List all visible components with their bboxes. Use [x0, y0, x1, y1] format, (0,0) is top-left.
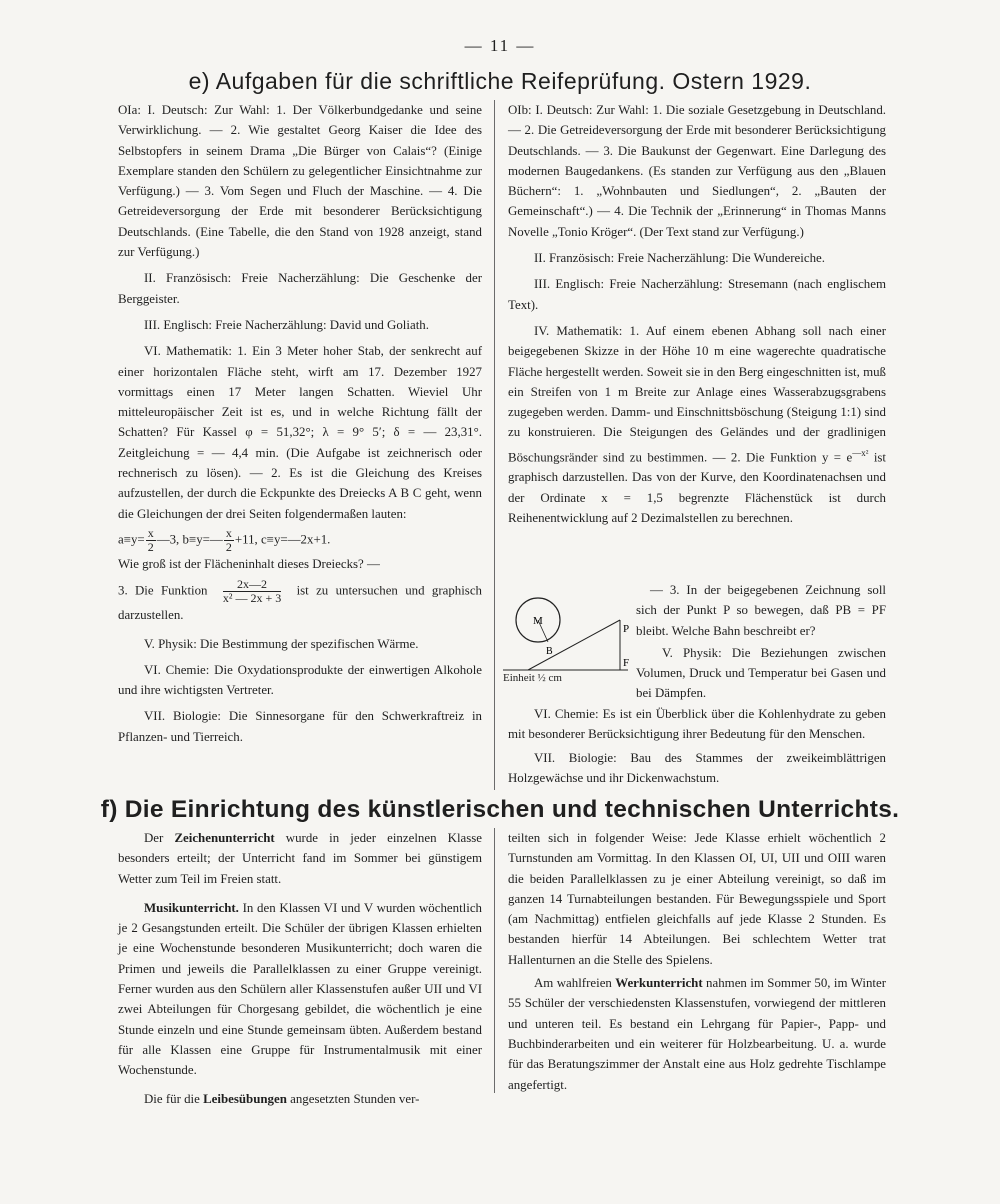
section-f-column-divider [494, 828, 495, 1093]
eq-fraction-2-den: 2 [225, 539, 232, 554]
f-right-turnen: teilten sich in folgender Weise: Jede Klasse erhielt wöchentlich 2 Turnstunden am Vormittag. In den Klassen OI, UI, UII und OIII waren die beiden Parallelklassen zu je einer Abteilung vereinigt, so daß im ganzen 14 Turnabteilungen bestanden. Für Bewegungsspiele und Sport (am Nachmittag) entfielen gleichfalls auf jede Klasse 2 Stunden. Es bestanden hierfür 14 Abteilungen. Bei schlechtem Wetter trat Hallenturnen an die Stelle des Spielens. [508, 831, 886, 967]
zeichen-rest: wurde in jeder einzelnen Klasse besonders erteilt; der Unterricht fand im Sommer bei günstigem Wetter zum Teil im Freien statt. [118, 831, 482, 886]
e-right-physik: V. Physik: Die Beziehungen zwischen Volumen, Druck und Temperatur bei Gasen und bei Dämpfen. [636, 645, 886, 701]
e-left-mathematik: VI. Mathematik: 1. Ein 3 Meter hoher Stab, der senkrecht auf einer horizontalen Fläche steht, wirft am 17. Dezember 1927 vormittags einen 17 Meter langen Schatten. Wieviel Uhr mitteleuropäischer Zeit ist es, und in welche Richtung fällt der Schatten? Für Kassel φ = 51,32°; λ = 9° 5′; δ = — 23,31°. Zeitgleichung = — 4,4 min. (Die Aufgabe ist zeichnerisch oder rechnerisch zu lösen). — 2. Es ist die Gleichung des Kreises aufzustellen, der durch die Eckpunkte des Dreiecks A B C geht, wenn die Gleichungen der drei Seiten folgendermaßen lauten: [118, 344, 482, 521]
page-number: — 11 — [464, 36, 536, 55]
e-left-flaeche: Wie groß ist der Flächeninhalt dieses Dreiecks? — [118, 556, 380, 571]
leib-rest: angesetzten Stunden ver- [286, 1091, 420, 1106]
werk-rest: nahmen im Sommer 50, im Winter 55 Schüler der verschiedensten Klassenstufen, vorwiegend der mittleren und unteren teil. Es bestand ein Lehrgang für Papier-, Papp- und Buchbinderarbeiten und ein weiterer für Holzbearbeitung. U. a. wurde für das Beratungszimmer der Anstalt eine aus Holz gedrehte Tischlampe angefertigt. [508, 976, 886, 1092]
f-left-leibesuebungen [118, 1089, 482, 1109]
section-e-left-column [118, 100, 482, 750]
leib-pre: Die für die [144, 1091, 204, 1106]
f-left-zeichen [118, 828, 482, 889]
werk-pre: Am wahlfreien [534, 976, 616, 991]
funktion-label: 3. Die Funktion [118, 583, 208, 598]
funktion-text: ist zu untersuchen und graphisch darzustellen. [118, 583, 482, 623]
e-right-zeichnung [636, 580, 886, 704]
section-f-title: f) Die Einrichtung des künstlerischen und technischen Unterrichts. [100, 796, 900, 823]
figure-caption: Einheit ½ cm [503, 672, 562, 684]
funktion-den: x² — 2x + 3 [222, 591, 282, 606]
werk-bold: Werkunterricht [615, 976, 703, 991]
e-left-franzoesisch: II. Französisch: Freie Nacherzählung: Die Geschenke der Berggeister. [118, 271, 482, 306]
section-f-left-column [118, 828, 482, 1112]
e-left-biologie: VII. Biologie: Die Sinnesorgane für den Schwerkraftreiz in Pflanzen- und Tierreich. [118, 709, 482, 744]
eq-fraction-2 [224, 527, 234, 554]
section-f-right-column [508, 828, 886, 1098]
e-right-franzoesisch: II. Französisch: Freie Nacherzählung: Die Wundereiche. [534, 251, 825, 266]
eq-part-c: +11, c≡y=—2x+1. [234, 532, 331, 547]
e-left-physik: V. Physik: Die Bestimmung der spezifischen Wärme. [144, 636, 419, 651]
zeichen-pre: Der [144, 831, 175, 845]
e-right-englisch: III. Englisch: Freie Nacherzählung: Stresemann (nach englischem Text). [508, 277, 886, 312]
zeichen-bold: Zeichenunterricht [174, 831, 275, 845]
figure-label-b: B [546, 646, 553, 657]
e-right-chemie: VI. Chemie: Es ist ein Überblick über die Kohlenhydrate zu geben mit besonderer Berücksichtigung ihrer Bedeutung für den Menschen. [508, 707, 886, 742]
section-e-right-column [508, 100, 886, 531]
figure-label-p: P [623, 623, 630, 635]
funktion-num: 2x—2 [223, 578, 281, 592]
musik-bold: Musikunterricht. [144, 900, 239, 915]
section-e-title: e) Aufgaben für die schriftliche Reifeprüfung. Ostern 1929. [188, 68, 812, 94]
f-left-musik [118, 898, 482, 1081]
figure-label-m: M [533, 615, 543, 627]
math-text-1: IV. Mathematik: 1. Auf einem ebenen Abhang soll nach einer beigegebenen Skizze in der Höhe 10 m eine wagerechte quadratische Fläche hergestellt werden. Soweit sie in den Berg eingeschnitten ist, muß ein Streifen von 1 m Breite zur Anlage eines Wasserabzugsgrabens zugegeben werden. Damm- und Einschnittsböschung (Steigung 1:1) sind zu konstruieren. Die Steigungen des Geländes und der gradlinigen Böschungsränder sind zu bestimmen. — 2. Die Funktion y = e [508, 323, 886, 465]
eq-fraction-1-den: 2 [147, 539, 154, 554]
figure-label-f: F [623, 657, 630, 669]
e-right-deutsch: OIb: I. Deutsch: Zur Wahl: 1. Die soziale Gesetzgebung in Deutschland. — 2. Die Getreideversorgung der Erde mit besonderer Berücksichtigung Deutschlands. — 3. Die Baukunst der Gegenwart. Eine Darlegung des modernen Baugedankens. (Es standen zur Verfügung aus den „Blauen Büchern“: 1. „Wohnbauten und Siedlungen“, 2. „Bauten der Gemeinschaft“.) — 4. Die Technik der „Erinnerung“ in Thomas Manns Novelle „Tonio Kröger“. (Der Text stand zur Verfügung.) [508, 103, 886, 239]
math-exponent: —x² [852, 447, 869, 458]
funktion-fraction [223, 578, 281, 605]
musik-rest: In den Klassen VI und V wurden wöchentlich je 2 Gesangstunden erteilt. Die Schüler der übrigen Klassen erhielten je eine Wochenstunde besonderen Musikunterricht; doch waren die Primen und jeweils die Parallelklassen zu einer Gruppe vereinigt. Ferner wurden aus den Schülern aller Klassenstufen außer UII und VI zwei Abteilungen für Chorgesang gebildet, die wöchentlich je eine Stunde einzeln und eine Stunde gemeinsam übten. Außerdem bestand für alle Klassen eine Gruppe für Instrumentalmusik mit einer Wochenstunde. [118, 900, 482, 1078]
math-text-2: ist graphisch darzustellen. Das von der Kurve, den Koordinatenachsen und der Ordinate x = 1,5 begrenzte Flächenstück ist durch Reihenentwicklung auf 2 Dezimalstellen zu berechnen. [508, 450, 886, 525]
e-right-zeichnung-text: — 3. In der beigegebenen Zeichnung soll sich der Punkt P so bewegen, daß PB = PF bleibt. Welche Bahn beschreibt er? [636, 583, 886, 638]
f-right-werk [508, 973, 886, 1095]
eq-fraction-2-num: x [225, 525, 232, 540]
figure-svg [500, 590, 630, 676]
e-left-englisch: III. Englisch: Freie Nacherzählung: David und Goliath. [144, 317, 429, 332]
e-right-mathematik [508, 321, 886, 528]
eq-part-b: —3, b≡y=— [156, 532, 223, 547]
figure-circle-slope [500, 590, 630, 681]
eq-fraction-1-num: x [147, 525, 154, 540]
e-right-biologie: VII. Biologie: Bau des Stammes der zweikeimblättrigen Holzgewächse und ihr Dickenwachstum. [508, 750, 886, 785]
section-e-column-divider [494, 100, 495, 790]
e-left-deutsch: OIa: I. Deutsch: Zur Wahl: 1. Der Völkerbundgedanke und seine Verwirklichung. — 2. Wie gestaltet Georg Kaiser die Idee des Selbstopfers in seinem Drama „Die Bürger von Calais“? (Einige Exemplare standen den Schülern zu gelegentlicher Einsichtnahme zur Verfügung.) — 3. Vom Segen und Fluch der Maschine. — 4. Die Getreideversorgung der Erde mit besonderer Berücksichtigung Deutschlands. (Eine Tabelle, die den Stand von 1928 anzeigt, stand zur Verfügung.) [118, 103, 482, 260]
leib-bold: Leibesübungen [203, 1091, 287, 1106]
section-e-right-lower [508, 704, 886, 791]
e-left-equations [118, 527, 482, 554]
e-left-funktion [118, 578, 482, 625]
eq-fraction-1 [146, 527, 156, 554]
e-left-chemie: VI. Chemie: Die Oxydationsprodukte der einwertigen Alkohole und ihre wichtigsten Vertreter. [118, 662, 482, 698]
eq-part-a: a≡y= [118, 532, 145, 547]
